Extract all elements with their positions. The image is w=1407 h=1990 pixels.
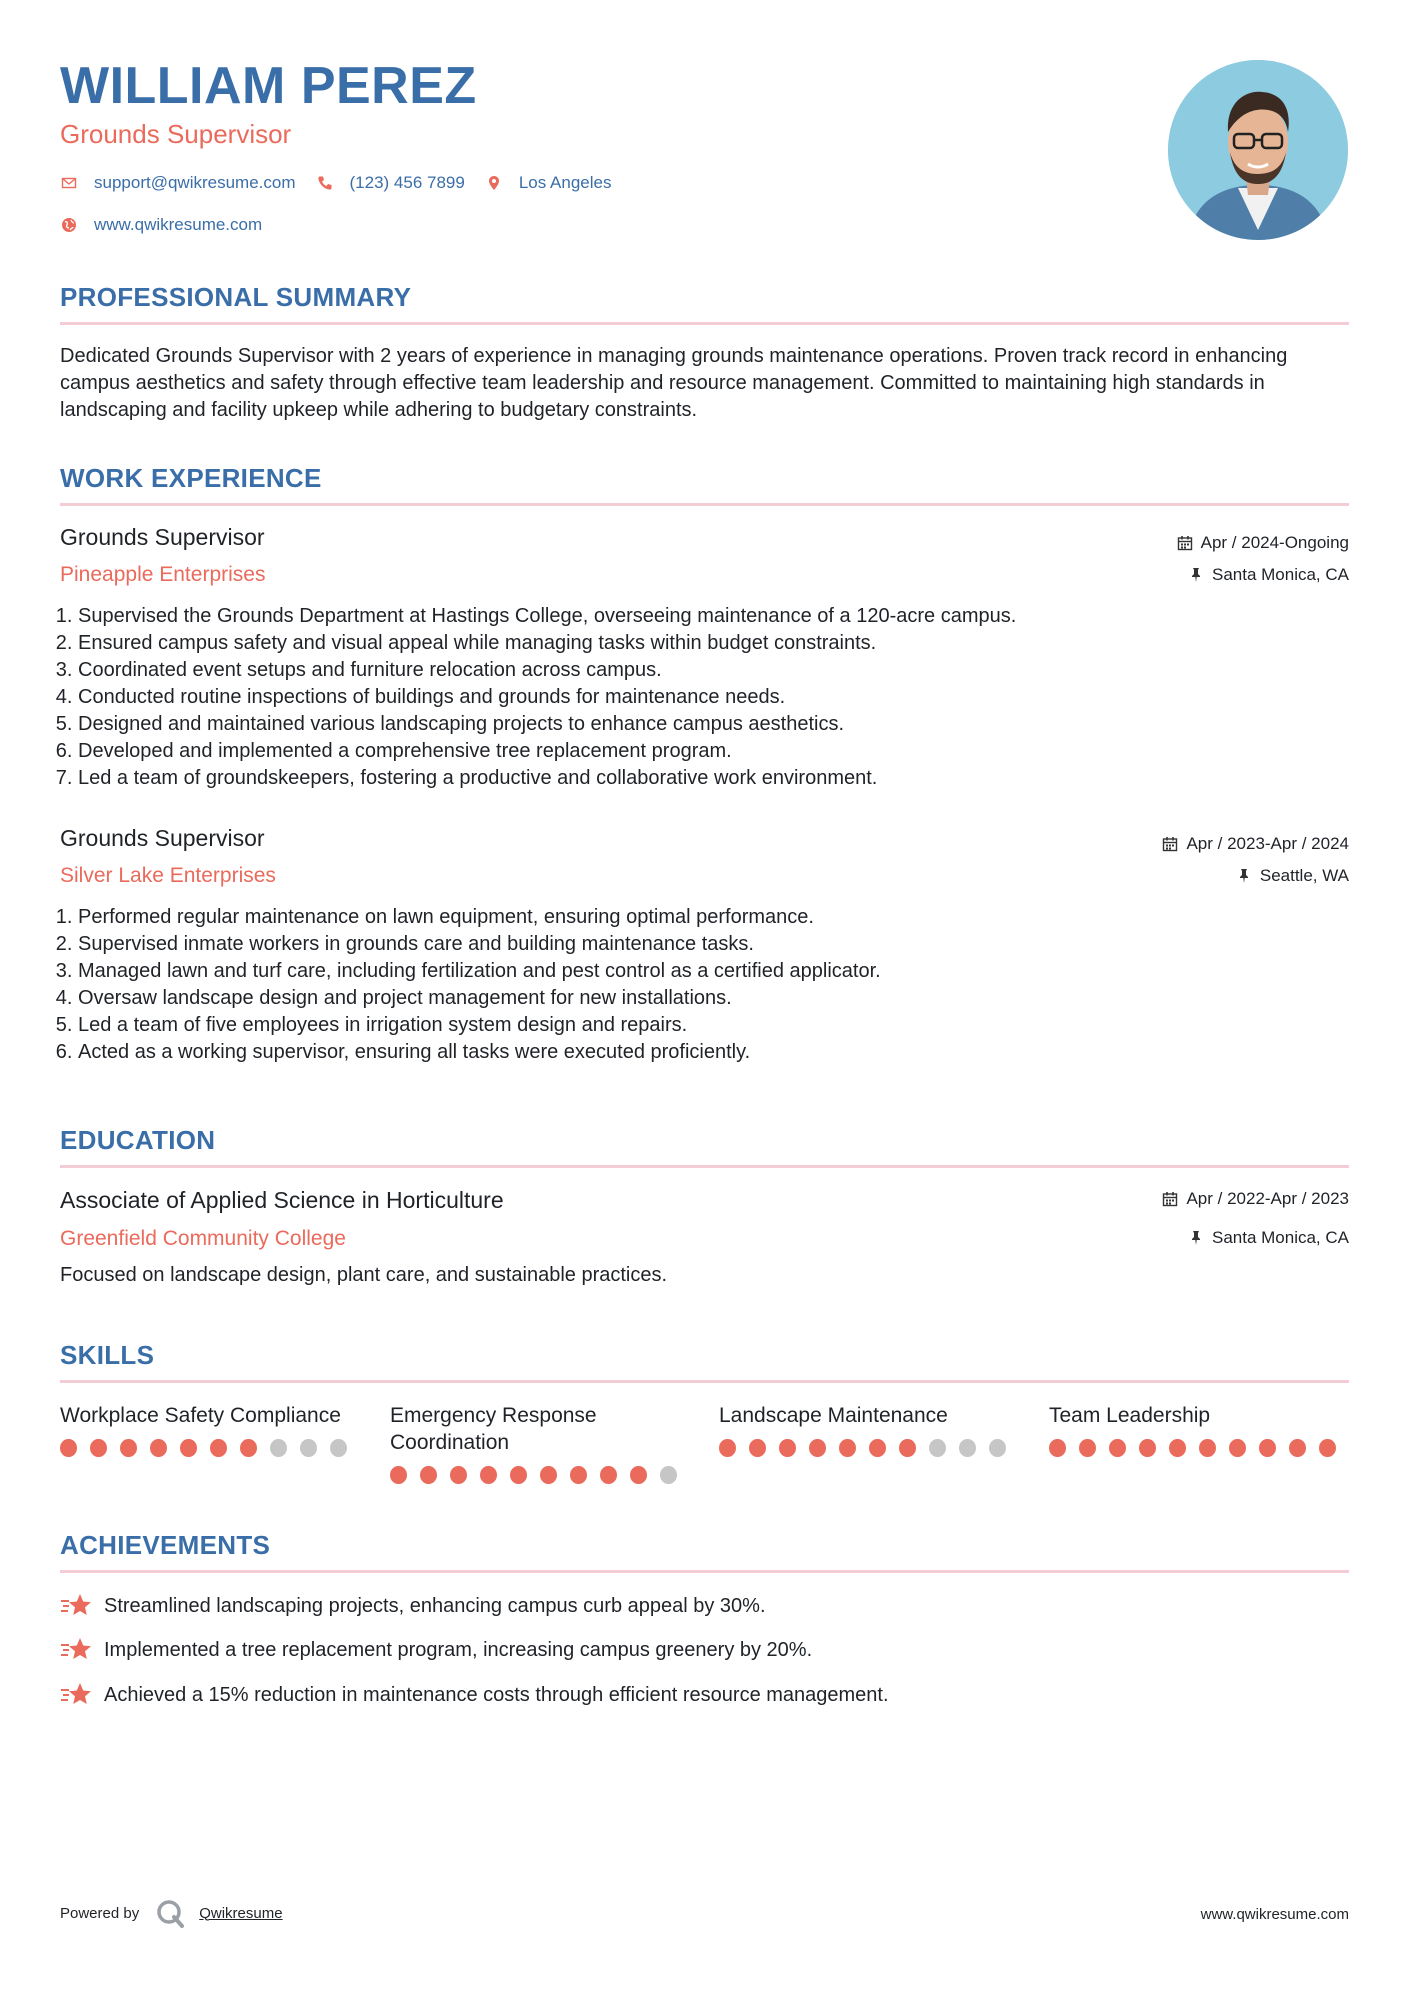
candidate-title: Grounds Supervisor bbox=[60, 119, 292, 149]
skill-dot-filled bbox=[1049, 1439, 1066, 1457]
job-1-dates-text: Apr / 2024-Ongoing bbox=[1200, 533, 1349, 552]
list-item: 3. Managed lawn and turf care, including fertilization and pest control as a certified applicator. bbox=[78, 958, 1358, 985]
skill-rating bbox=[60, 1439, 360, 1457]
globe-icon bbox=[60, 216, 78, 234]
skill-dot-filled bbox=[1169, 1439, 1186, 1457]
achievement-text: Implemented a tree replacement program, increasing campus greenery by 20%. bbox=[104, 1638, 813, 1661]
list-item: 6. Developed and implemented a comprehensive tree replacement program. bbox=[78, 738, 1358, 765]
job-2-dates-text: Apr / 2023-Apr / 2024 bbox=[1186, 834, 1349, 853]
pushpin-icon bbox=[1236, 868, 1252, 884]
skill-dot-filled bbox=[719, 1439, 736, 1457]
qwikresume-link[interactable]: Qwikresume bbox=[199, 1904, 283, 1922]
skill-rating bbox=[390, 1466, 690, 1484]
skill-dot-empty bbox=[300, 1439, 317, 1457]
summary-divider bbox=[60, 322, 1349, 325]
skills-heading: SKILLS bbox=[60, 1340, 155, 1370]
skill-landscape-maintenance bbox=[719, 1402, 1019, 1457]
profile-photo-illustration bbox=[1168, 60, 1348, 240]
star-icon bbox=[60, 1592, 92, 1620]
education-divider bbox=[60, 1165, 1349, 1168]
skill-emergency-response bbox=[390, 1402, 690, 1484]
job-2-location-text: Seattle, WA bbox=[1259, 866, 1349, 885]
list-item: 2. Supervised inmate workers in grounds care and building maintenance tasks. bbox=[78, 931, 1358, 958]
skill-dot-filled bbox=[240, 1439, 257, 1457]
contact-location bbox=[485, 173, 612, 193]
skill-dot-filled bbox=[120, 1439, 137, 1457]
experience-divider bbox=[60, 503, 1349, 506]
experience-heading: WORK EXPERIENCE bbox=[60, 463, 322, 493]
skills-divider bbox=[60, 1380, 1349, 1383]
contact-row-1 bbox=[60, 173, 631, 193]
education-degree: Associate of Applied Science in Horticulture bbox=[60, 1187, 504, 1213]
list-item: 4. Conducted routine inspections of buildings and grounds for maintenance needs. bbox=[78, 684, 1358, 711]
job-1-duties bbox=[60, 603, 1358, 792]
list-item: 3. Coordinated event setups and furniture relocation across campus. bbox=[78, 657, 1358, 684]
contact-website-text: www.qwikresume.com bbox=[94, 215, 263, 234]
list-item: 6. Acted as a working supervisor, ensuring all tasks were executed proficiently. bbox=[78, 1039, 1358, 1066]
skill-dot-filled bbox=[1259, 1439, 1276, 1457]
star-icon bbox=[60, 1636, 92, 1664]
skill-rating bbox=[1049, 1439, 1349, 1457]
contact-phone-text: (123) 456 7899 bbox=[349, 173, 465, 192]
skill-dot-filled bbox=[809, 1439, 826, 1457]
skill-dot-filled bbox=[540, 1466, 557, 1484]
job-2-title: Grounds Supervisor bbox=[60, 825, 265, 851]
job-1-dates bbox=[1177, 533, 1349, 553]
list-item: 7. Led a team of groundskeepers, fostering a productive and collaborative work environment. bbox=[78, 765, 1358, 792]
skill-dot-filled bbox=[150, 1439, 167, 1457]
skill-dot-filled bbox=[1229, 1439, 1246, 1457]
skill-name: Team Leadership bbox=[1049, 1404, 1211, 1427]
skill-dot-filled bbox=[210, 1439, 227, 1457]
education-location bbox=[1188, 1228, 1349, 1248]
skill-dot-filled bbox=[420, 1466, 437, 1484]
skill-dot-filled bbox=[1199, 1439, 1216, 1457]
calendar-icon bbox=[1162, 836, 1178, 852]
pushpin-icon bbox=[1188, 567, 1204, 583]
skill-dot-filled bbox=[779, 1439, 796, 1457]
contact-website[interactable] bbox=[60, 215, 262, 235]
footer-url[interactable]: www.qwikresume.com bbox=[1200, 1906, 1349, 1923]
skill-dot-filled bbox=[1289, 1439, 1306, 1457]
skill-dot-empty bbox=[959, 1439, 976, 1457]
job-2-company: Silver Lake Enterprises bbox=[60, 864, 276, 887]
job-1-location bbox=[1188, 565, 1349, 585]
calendar-icon bbox=[1162, 1191, 1178, 1207]
skill-dot-filled bbox=[1139, 1439, 1156, 1457]
contact-row-2 bbox=[60, 215, 282, 235]
achievement-text: Achieved a 15% reduction in maintenance costs through efficient resource management. bbox=[104, 1683, 889, 1706]
skill-team-leadership bbox=[1049, 1402, 1349, 1457]
skill-name: Emergency Response Coordination bbox=[390, 1404, 597, 1454]
phone-icon bbox=[316, 174, 334, 192]
skill-dot-filled bbox=[1319, 1439, 1336, 1457]
achievements-heading: ACHIEVEMENTS bbox=[60, 1530, 271, 1560]
education-location-text: Santa Monica, CA bbox=[1211, 1228, 1349, 1247]
job-2-location bbox=[1236, 866, 1349, 886]
skill-dot-filled bbox=[480, 1466, 497, 1484]
skill-dot-filled bbox=[1079, 1439, 1096, 1457]
skill-dot-empty bbox=[929, 1439, 946, 1457]
education-description: Focused on landscape design, plant care, and sustainable practices. bbox=[60, 1264, 668, 1286]
list-item: 1. Performed regular maintenance on lawn equipment, ensuring optimal performance. bbox=[78, 904, 1358, 931]
skill-dot-filled bbox=[390, 1466, 407, 1484]
skill-rating bbox=[719, 1439, 1019, 1457]
list-item: 2. Ensured campus safety and visual appeal while managing tasks within budget constraints. bbox=[78, 630, 1358, 657]
profile-photo bbox=[1168, 60, 1348, 240]
skill-dot-filled bbox=[839, 1439, 856, 1457]
skill-name: Landscape Maintenance bbox=[719, 1404, 948, 1427]
education-dates-text: Apr / 2022-Apr / 2023 bbox=[1186, 1189, 1349, 1208]
skill-dot-filled bbox=[90, 1439, 107, 1457]
mail-icon bbox=[60, 174, 78, 192]
qwikresume-logo-icon bbox=[155, 1898, 185, 1928]
achievement-text: Streamlined landscaping projects, enhancing campus curb appeal by 30%. bbox=[104, 1594, 766, 1617]
list-item: 4. Oversaw landscape design and project management for new installations. bbox=[78, 985, 1358, 1012]
skill-dot-filled bbox=[570, 1466, 587, 1484]
contact-location-text: Los Angeles bbox=[518, 173, 612, 192]
powered-by-label: Powered by bbox=[60, 1904, 140, 1922]
list-item: 1. Supervised the Grounds Department at Hastings College, overseeing maintenance of a 120-acre campus. bbox=[78, 603, 1358, 630]
skill-dot-filled bbox=[450, 1466, 467, 1484]
skill-dot-filled bbox=[869, 1439, 886, 1457]
map-pin-icon bbox=[485, 174, 503, 192]
contact-phone[interactable] bbox=[316, 173, 465, 193]
candidate-name: WILLIAM PEREZ bbox=[60, 57, 477, 115]
job-1-title: Grounds Supervisor bbox=[60, 524, 265, 550]
education-dates bbox=[1162, 1189, 1349, 1209]
contact-email-text: support@qwikresume.com bbox=[94, 173, 296, 192]
skill-dot-filled bbox=[1109, 1439, 1126, 1457]
pushpin-icon bbox=[1188, 1230, 1204, 1246]
footer-powered-by bbox=[60, 1898, 283, 1928]
skill-dot-empty bbox=[989, 1439, 1006, 1457]
education-school: Greenfield Community College bbox=[60, 1227, 346, 1250]
calendar-icon bbox=[1177, 535, 1193, 551]
skill-dot-filled bbox=[749, 1439, 766, 1457]
skill-dot-filled bbox=[630, 1466, 647, 1484]
list-item: 5. Led a team of five employees in irrigation system design and repairs. bbox=[78, 1012, 1358, 1039]
skill-dot-empty bbox=[330, 1439, 347, 1457]
summary-text: Dedicated Grounds Supervisor with 2 years of experience in managing grounds maintenance operations. Proven track record in enhancing campus aesthetics and safety through effective team leadership and resource management. Committed to maintaining high standards in landscaping and facility upkeep while adhering to budgetary constraints. bbox=[60, 345, 1288, 421]
list-item: 5. Designed and maintained various landscaping projects to enhance campus aesthetics. bbox=[78, 711, 1358, 738]
job-2-dates bbox=[1162, 834, 1349, 854]
achievements-divider bbox=[60, 1570, 1349, 1573]
achievement-item bbox=[60, 1636, 812, 1664]
summary-heading: PROFESSIONAL SUMMARY bbox=[60, 282, 412, 312]
job-2-duties bbox=[60, 904, 1358, 1066]
job-1-location-text: Santa Monica, CA bbox=[1211, 565, 1349, 584]
skill-dot-filled bbox=[600, 1466, 617, 1484]
star-icon bbox=[60, 1681, 92, 1709]
skill-name: Workplace Safety Compliance bbox=[60, 1404, 341, 1427]
skill-dot-empty bbox=[660, 1466, 677, 1484]
skill-workplace-safety bbox=[60, 1402, 360, 1457]
skill-dot-filled bbox=[60, 1439, 77, 1457]
achievement-item bbox=[60, 1681, 889, 1709]
achievement-item bbox=[60, 1592, 766, 1620]
contact-email[interactable] bbox=[60, 173, 296, 193]
skill-dot-filled bbox=[180, 1439, 197, 1457]
skill-dot-filled bbox=[510, 1466, 527, 1484]
education-heading: EDUCATION bbox=[60, 1125, 216, 1155]
skill-dot-filled bbox=[899, 1439, 916, 1457]
job-1-company: Pineapple Enterprises bbox=[60, 563, 266, 586]
skill-dot-empty bbox=[270, 1439, 287, 1457]
